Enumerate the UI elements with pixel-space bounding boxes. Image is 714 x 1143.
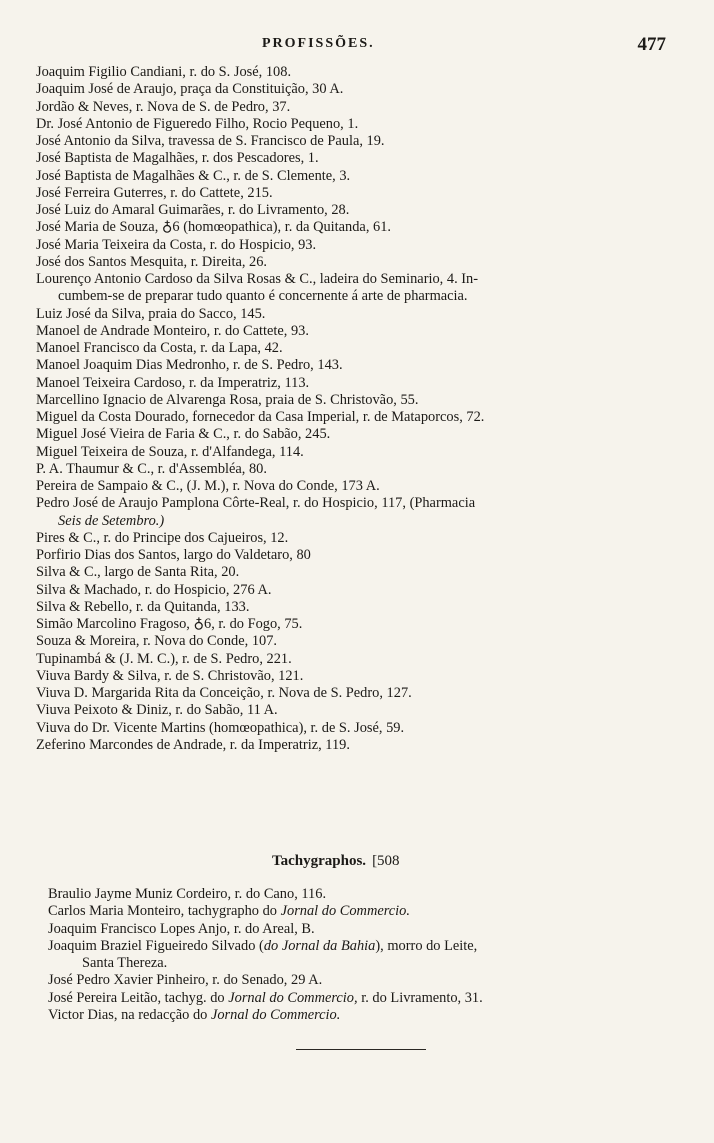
list-item: Miguel da Costa Dourado, fornecedor da Casa Imperial, r. de Mataporcos, 72.	[36, 409, 485, 425]
list-item: Pedro José de Araujo Pamplona Côrte-Real, r. do Hospicio, 117, (Pharmacia	[36, 495, 476, 512]
page-header	[0, 36, 714, 58]
list-item: Viuva Peixoto & Diniz, r. do Sabão, 11 A.	[36, 702, 278, 719]
list-item: Luiz José da Silva, praia do Sacco, 145.	[36, 305, 266, 322]
page-number: 477	[637, 34, 666, 55]
list-item	[0, 1007, 714, 1024]
list-item: Viuva D. Margarida Rita da Conceição, r. Nova de S. Pedro, 127.	[36, 685, 412, 701]
list-item: Pires & C., r. do Principe dos Cajueiros, 12.	[36, 529, 289, 546]
section-title: Tachygraphos.	[272, 853, 367, 869]
newspaper-title: Jornal do Commercio.	[280, 903, 410, 920]
section-heading	[272, 853, 400, 870]
entry-text: r. do Livramento, 31.	[361, 989, 483, 1006]
list-item: Miguel Teixeira de Souza, r. d'Alfandega, 114.	[36, 443, 304, 460]
list-item: Manoel Joaquim Dias Medronho, r. de S. Pedro, 143.	[36, 357, 343, 374]
list-item: José Maria de Souza, ♁6 (homœopathica), r. da Quitanda, 61.	[36, 219, 392, 236]
list-item: Marcellino Ignacio de Alvarenga Rosa, praia de S. Christovão, 55.	[36, 391, 419, 408]
list-item: Manoel Teixeira Cardoso, r. da Imperatriz, 113.	[36, 374, 310, 391]
list-item	[0, 903, 714, 920]
section-code: [508	[372, 853, 400, 869]
list-item: José Maria Teixeira da Costa, r. do Hospicio, 93.	[36, 236, 317, 253]
entry-text: José Pereira Leitão, tachyg. do	[48, 989, 225, 1006]
list-item: José Ferreira Guterres, r. do Cattete, 215.	[36, 184, 273, 201]
entry-text: Carlos Maria Monteiro, tachygrapho do	[48, 903, 277, 920]
list-item: José Antonio da Silva, travessa de S. Francisco de Paula, 19.	[36, 133, 385, 149]
list-item: Braulio Jayme Muniz Cordeiro, r. do Cano, 116.	[48, 886, 327, 902]
list-item-continuation: Santa Thereza.	[82, 955, 168, 971]
list-item-continuation: cumbem-se de preparar tudo quanto é concernente á arte de pharmacia.	[58, 288, 468, 305]
entry-text: Victor Dias, na redacção do	[48, 1006, 208, 1023]
list-item: Pereira de Sampaio & C., (J. M.), r. Nova do Conde, 173 A.	[36, 478, 380, 494]
list-item: Viuva do Dr. Vicente Martins (homœopathica), r. de S. José, 59.	[36, 719, 405, 736]
list-item	[0, 990, 714, 1007]
list-item: Porfirio Dias dos Santos, largo do Valdetaro, 80	[36, 547, 311, 563]
entry-text: Joaquim Braziel Figueiredo Silvado (	[48, 937, 264, 954]
list-item-continuation: Seis de Setembro.)	[58, 512, 165, 529]
list-item: José Baptista de Magalhães, r. dos Pescadores, 1.	[36, 150, 319, 167]
list-item: Silva & Machado, r. do Hospicio, 276 A.	[36, 581, 272, 598]
list-item: Lourenço Antonio Cardoso da Silva Rosas & C., ladeira do Seminario, 4. In-	[36, 271, 479, 287]
list-item: Silva & C., largo de Santa Rita, 20.	[36, 564, 240, 581]
newspaper-title: Jornal do Commercio,	[228, 989, 358, 1006]
list-item: Dr. José Antonio de Figueredo Filho, Rocio Pequeno, 1.	[36, 115, 359, 132]
list-item: Silva & Rebello, r. da Quitanda, 133.	[36, 598, 250, 615]
list-item: Tupinambá & (J. M. C.), r. de S. Pedro, 221.	[36, 650, 292, 667]
closing-rule	[296, 1049, 426, 1050]
list-item: Jordão & Neves, r. Nova de S. de Pedro, 37.	[36, 98, 291, 115]
entry-text: ), morro do Leite,	[375, 937, 478, 954]
list-item: José Pedro Xavier Pinheiro, r. do Senado, 29 A.	[48, 972, 323, 989]
list-item: Joaquim José de Araujo, praça da Constituição, 30 A.	[36, 81, 344, 98]
list-item	[0, 938, 714, 955]
list-item: Miguel José Vieira de Faria & C., r. do Sabão, 245.	[36, 426, 331, 443]
tachygraphos-list	[0, 886, 714, 1024]
list-item: Simão Marcolino Fragoso, ♁6, r. do Fogo, 75.	[36, 616, 303, 632]
running-title: PROFISSÕES.	[262, 36, 375, 51]
list-item: Viuva Bardy & Silva, r. de S. Christovão, 121.	[36, 667, 304, 684]
list-item: Manoel Francisco da Costa, r. da Lapa, 42.	[36, 340, 283, 356]
pharmacy-list	[0, 64, 714, 754]
list-item: Manoel de Andrade Monteiro, r. do Cattete, 93.	[36, 322, 309, 339]
newspaper-title: do Jornal da Bahia	[263, 937, 376, 954]
list-item: José dos Santos Mesquita, r. Direita, 26.	[36, 253, 268, 270]
list-item: José Baptista de Magalhães & C., r. de S. Clemente, 3.	[36, 167, 351, 184]
list-item: José Luiz do Amaral Guimarães, r. do Livramento, 28.	[36, 202, 350, 218]
list-item: Joaquim Figilio Candiani, r. do S. José, 108.	[36, 64, 292, 80]
list-item: Souza & Moreira, r. Nova do Conde, 107.	[36, 633, 278, 650]
list-item: Zeferino Marcondes de Andrade, r. da Imperatriz, 119.	[36, 736, 350, 753]
newspaper-title: Jornal do Commercio.	[210, 1006, 341, 1023]
list-item: Joaquim Francisco Lopes Anjo, r. do Areal, B.	[48, 920, 315, 937]
list-item: P. A. Thaumur & C., r. d'Assembléa, 80.	[36, 460, 267, 477]
